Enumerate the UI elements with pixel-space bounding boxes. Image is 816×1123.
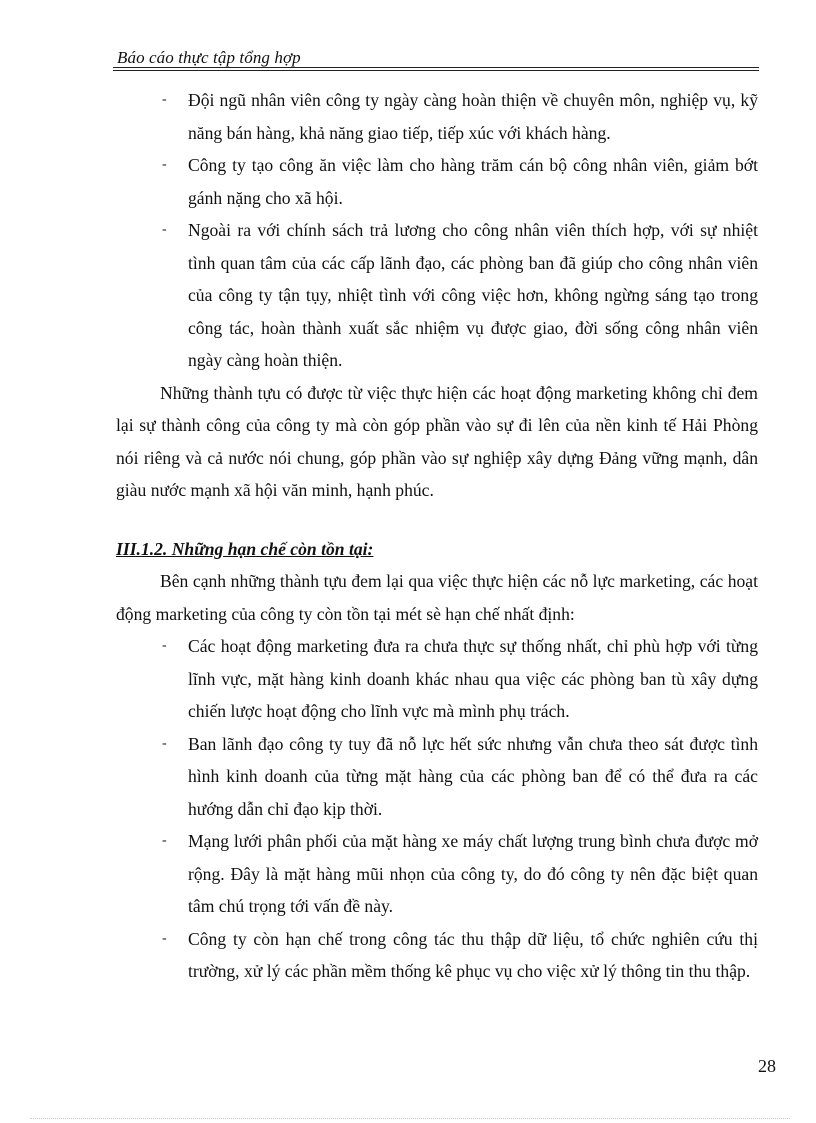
list-item [116, 728, 758, 826]
list-item-text: Công ty còn hạn chế trong công tác thu thập dữ liệu, tổ chức nghiên cứu thị trường, xử lý các phần mềm thống kê phục vụ cho việc xử lý thông tin thu thập. [188, 928, 758, 981]
bullet-dash: - [162, 930, 167, 946]
bullet-dash: - [162, 638, 167, 653]
list-item-text: Công ty tạo công ăn việc làm cho hàng trăm cán bộ công nhân viên, giảm bớt gánh nặng cho xã hội. [188, 155, 758, 208]
achievements-list [116, 84, 758, 377]
list-item [116, 149, 758, 214]
running-header-title: Báo cáo thực tập tổng hợp [117, 48, 301, 67]
bullet-dash: - [162, 833, 167, 848]
bullet-dash: - [162, 157, 167, 172]
header-divider-double [113, 70, 759, 71]
intro-paragraph: Bên cạnh những thành tựu đem lại qua việc thực hiện các nỗ lực marketing, các hoạt động marketing của công ty còn tồn tại mét sè hạn chế nhất định: [116, 571, 758, 624]
list-item [116, 923, 758, 988]
bullet-dash: - [162, 222, 167, 237]
bullet-dash: - [162, 735, 167, 751]
list-item-text: Ban lãnh đạo công ty tuy đã nỗ lực hết sức nhưng vẫn chưa theo sát được tình hình kinh doanh của từng mặt hàng của các phòng ban để có thể đưa ra các hướng dẫn chỉ đạo kịp thời. [188, 733, 758, 819]
list-item [116, 630, 758, 728]
list-item-text: Đội ngũ nhân viên công ty ngày càng hoàn thiện về chuyên môn, nghiệp vụ, kỹ năng bán hàng, khả năng giao tiếp, tiếp xúc với khách hàng. [188, 90, 758, 143]
list-item [116, 84, 758, 149]
header-divider [113, 67, 759, 68]
list-item-text: Các hoạt động marketing đưa ra chưa thực sự thống nhất, chỉ phù hợp với từng lĩnh vực, mặt hàng kinh doanh khác nhau qua việc các phòng ban tù xây dựng chiến lược hoạt động cho lĩnh vực mà mình phụ trách. [188, 636, 758, 721]
summary-paragraph: Những thành tựu có được từ việc thực hiện các hoạt động marketing không chỉ đem lại sự thành công của công ty mà còn góp phần vào sự đi lên của nền kinh tế Hải Phòng nói riêng và cả nước nói chung, góp phần vào sự nghiệp xây dựng Đảng vững mạnh, dân giàu nước mạnh xã hội văn minh, hạnh phúc. [116, 382, 758, 500]
document-body [116, 84, 758, 988]
section-heading: III.1.2. Những hạn chế còn tồn tại: [116, 538, 374, 559]
list-item-text: Ngoài ra với chính sách trả lương cho công nhân viên thích hợp, với sự nhiệt tình quan tâm của các cấp lãnh đạo, các phòng ban đã giúp cho công nhân viên của công ty tận tụy, nhiệt tình với công việc hơn, không ngừng sáng tạo trong công tác, hoàn thành xuất sắc nhiệm vụ được giao, đời sống công nhân viên ngày càng hoàn thiện. [188, 220, 758, 370]
limitations-list [116, 630, 758, 988]
list-item-text: Mạng lưới phân phối của mặt hàng xe máy chất lượng trung bình chưa được mở rộng. Đây là mặt hàng mũi nhọn của công ty, do đó công ty nên đặc biệt quan tâm chú trọng tới vấn đề này. [188, 831, 758, 916]
list-item [116, 825, 758, 923]
page-number: 28 [758, 1056, 776, 1076]
list-item [116, 214, 758, 377]
bullet-dash: - [162, 92, 167, 107]
footer-divider [30, 1118, 790, 1119]
